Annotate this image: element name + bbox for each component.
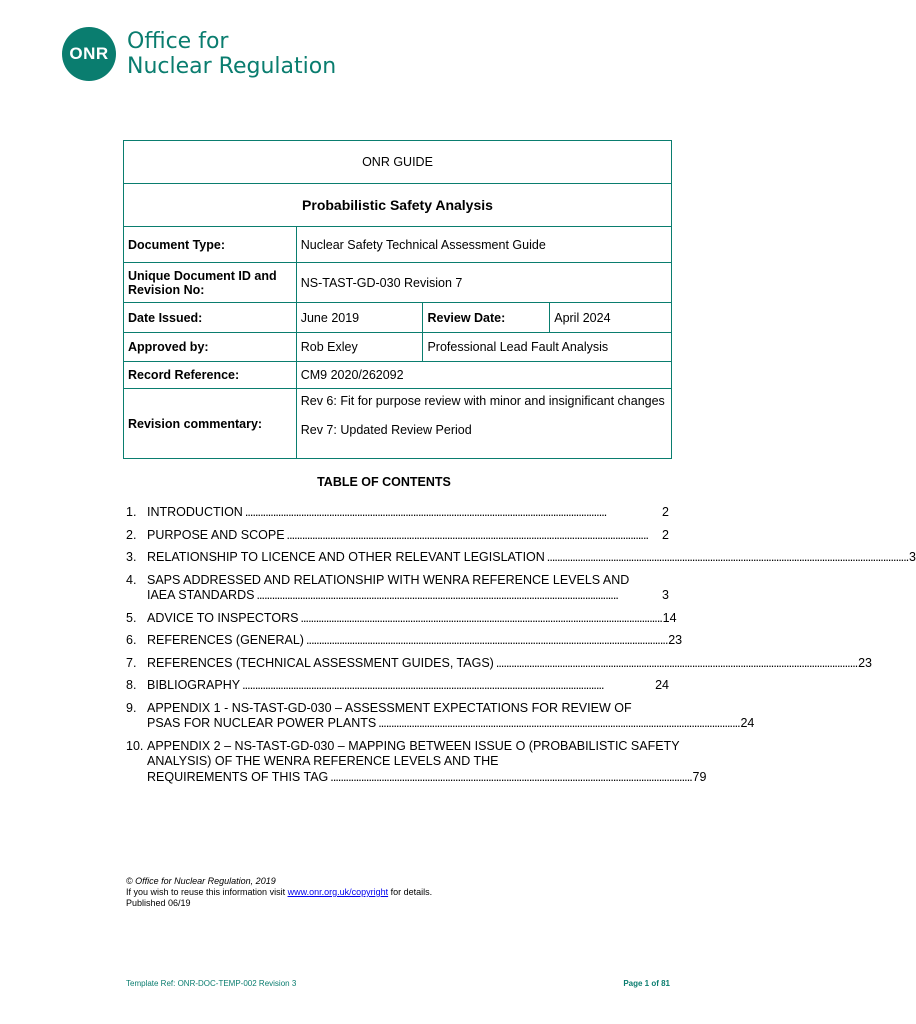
toc-dot-leader	[378, 716, 738, 732]
toc-item-number: 7.	[126, 655, 137, 670]
review-date-label: Review Date:	[423, 303, 550, 333]
toc-dot-leader	[256, 588, 660, 604]
toc-title: TABLE OF CONTENTS	[317, 475, 451, 489]
toc-item-page: 24	[740, 716, 755, 730]
copyright-link[interactable]: www.onr.org.uk/copyright	[287, 887, 389, 897]
toc-item-number: 3.	[126, 550, 137, 564]
toc-item-number: 4.	[126, 572, 137, 587]
logo-line-2: Nuclear Regulation	[127, 54, 337, 79]
toc-item[interactable]	[126, 700, 755, 732]
reuse-text-pre: If you wish to reuse this information visit	[126, 887, 288, 897]
toc-item-number: 6.	[126, 633, 137, 647]
record-reference-label: Record Reference:	[124, 362, 297, 389]
document-type-label: Document Type:	[124, 227, 297, 263]
copyright-line: © Office for Nuclear Regulation, 2019	[126, 876, 276, 886]
onr-logo-mark: ONR	[62, 27, 116, 81]
table-of-contents	[126, 505, 916, 792]
toc-item-number: 5.	[126, 610, 137, 625]
copyright-notice	[126, 876, 432, 909]
toc-item-title: BIBLIOGRAPHY	[147, 678, 241, 692]
unique-id-value: NS-TAST-GD-030 Revision 7	[296, 263, 671, 303]
toc-dot-leader	[306, 633, 666, 649]
toc-item-title: IAEA STANDARDS	[147, 588, 255, 602]
toc-item[interactable]	[126, 678, 669, 694]
toc-item-page: 3	[909, 550, 916, 564]
review-date-value: April 2024	[550, 303, 672, 333]
toc-item-page: 2	[662, 505, 669, 519]
page-number: Page 1 of 81	[623, 979, 670, 988]
toc-item[interactable]	[126, 610, 677, 627]
document-type-value: Nuclear Safety Technical Assessment Guide	[296, 227, 671, 263]
onr-logo	[62, 27, 336, 81]
revision-commentary-label: Revision commentary:	[124, 389, 297, 459]
approved-by-value: Rob Exley	[296, 333, 423, 362]
toc-item[interactable]	[126, 573, 669, 604]
toc-item[interactable]	[126, 505, 669, 521]
toc-item-title: REQUIREMENTS OF THIS TAG	[147, 769, 329, 784]
record-reference-value: CM9 2020/262092	[296, 362, 671, 389]
toc-item-page: 23	[858, 655, 872, 670]
toc-item-number: 1.	[126, 505, 137, 519]
toc-item-title: RELATIONSHIP TO LICENCE AND OTHER RELEVANT LEGISLATION	[147, 550, 545, 564]
toc-item-number: 9.	[126, 700, 137, 715]
toc-item-number: 10.	[126, 738, 144, 753]
reuse-text-post: for details.	[388, 887, 433, 897]
toc-item-page: 23	[668, 633, 683, 647]
toc-item-page: 24	[655, 678, 669, 692]
toc-item-title: REFERENCES (GENERAL)	[147, 633, 304, 647]
toc-dot-leader	[300, 611, 660, 627]
toc-item-title-lead: APPENDIX 2 – NS-TAST-GD-030 – MAPPING BETWEEN ISSUE O (PROBABILISTIC SAFETY ANALYSIS) OF THE WENRA REFERENCE LEVELS AND THE	[147, 738, 680, 768]
toc-item[interactable]	[126, 633, 683, 649]
toc-dot-leader	[242, 678, 653, 694]
template-reference: Template Ref: ONR-DOC-TEMP-002 Revision 3	[126, 979, 297, 988]
date-issued-label: Date Issued:	[124, 303, 297, 333]
toc-item-title-lead: SAPS ADDRESSED AND RELATIONSHIP WITH WENRA REFERENCE LEVELS AND	[147, 572, 630, 587]
toc-item-title: INTRODUCTION	[147, 505, 243, 519]
toc-item-title: REFERENCES (TECHNICAL ASSESSMENT GUIDES, TAGS)	[147, 655, 494, 670]
date-issued-value: June 2019	[296, 303, 423, 333]
published-line: Published 06/19	[126, 898, 191, 908]
toc-dot-leader	[496, 656, 856, 672]
revision-commentary-value	[296, 389, 671, 459]
toc-item[interactable]	[126, 528, 669, 544]
document-info-table	[123, 140, 672, 459]
onr-logo-text	[127, 29, 336, 79]
toc-item-page: 79	[692, 769, 707, 784]
approved-by-label: Approved by:	[124, 333, 297, 362]
toc-item-page: 2	[662, 527, 669, 542]
toc-item-number: 2.	[126, 527, 137, 542]
guide-header: ONR GUIDE	[124, 141, 672, 184]
toc-item[interactable]	[126, 738, 707, 786]
toc-item-number: 8.	[126, 678, 137, 692]
toc-item[interactable]	[126, 655, 872, 672]
toc-item-title: PURPOSE AND SCOPE	[147, 527, 285, 542]
toc-dot-leader	[547, 550, 907, 566]
toc-item-title: PSAS FOR NUCLEAR POWER PLANTS	[147, 716, 377, 730]
revision-note-2: Rev 7: Updated Review Period	[300, 423, 472, 437]
toc-dot-leader	[287, 528, 661, 544]
toc-item-title: ADVICE TO INSPECTORS	[147, 610, 299, 625]
toc-item-page: 14	[662, 610, 677, 625]
toc-item-page: 3	[662, 588, 669, 602]
revision-note-1: Rev 6: Fit for purpose review with minor and insignificant changes	[300, 394, 665, 408]
unique-id-label: Unique Document ID and Revision No:	[124, 263, 297, 303]
document-title: Probabilistic Safety Analysis	[124, 184, 672, 227]
logo-line-1: Office for	[127, 29, 229, 54]
approved-role-value: Professional Lead Fault Analysis	[423, 333, 672, 362]
toc-item[interactable]	[126, 550, 916, 566]
toc-dot-leader	[330, 770, 690, 786]
toc-dot-leader	[245, 505, 660, 521]
reuse-line	[126, 887, 432, 898]
toc-item-title-lead: APPENDIX 1 - NS-TAST-GD-030 – ASSESSMENT EXPECTATIONS FOR REVIEW OF	[147, 700, 632, 715]
